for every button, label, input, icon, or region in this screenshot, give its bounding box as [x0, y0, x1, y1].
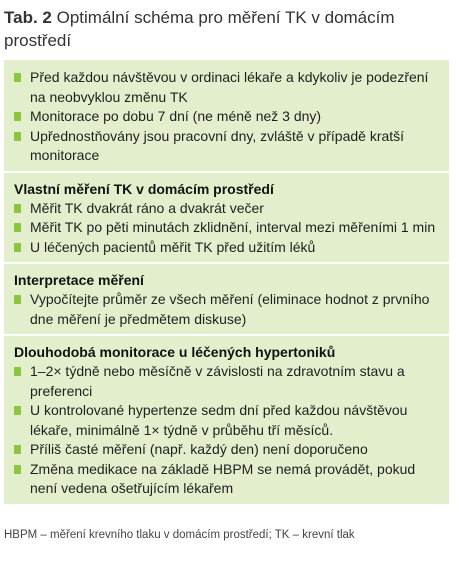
bullet-icon [14, 112, 21, 121]
list-item: Před každou návštěvou v ordinaci lékaře a kdykoliv je podezření na neobvyklou změnu TK [14, 68, 441, 107]
bullet-icon [14, 295, 21, 304]
bullet-icon [14, 465, 21, 474]
section-long-term [4, 334, 449, 504]
list-item: Měřit TK po pěti minutách zklidnění, interval mezi měřeními 1 min [14, 218, 441, 238]
bullet-icon [14, 243, 21, 252]
table-title [4, 6, 452, 52]
table-title-text: Optimální schéma pro měření TK v domácím prostředí [4, 8, 395, 50]
bullet-icon [14, 445, 21, 454]
section-heading: Dlouhodobá monitorace u léčených hypertoniků [14, 344, 336, 360]
table-body [4, 60, 449, 504]
item-list [14, 362, 441, 499]
bullet-icon [14, 204, 21, 213]
section-interpretation [4, 262, 449, 334]
bullet-icon [14, 132, 21, 141]
list-item: U léčených pacientů měřit TK před užitím léků [14, 238, 441, 258]
section-heading: Interpretace měření [14, 272, 144, 288]
list-item: Měřit TK dvakrát ráno a dvakrát večer [14, 199, 441, 219]
list-item: Upřednostňovány jsou pracovní dny, zvláště v případě kratší monitorace [14, 127, 441, 166]
list-item: Vypočítejte průměr ze všech měření (eliminace hodnot z prvního dne měření je předmětem diskuse) [14, 290, 441, 329]
section-heading: Vlastní měření TK v domácím prostředí [14, 180, 274, 197]
bullet-icon [14, 367, 21, 376]
list-item: Monitorace po dobu 7 dní (ne méně než 3 dny) [14, 107, 441, 127]
item-list [14, 290, 441, 329]
section-general [4, 60, 449, 171]
list-item: 1–2× týdně nebo měsíčně v závislosti na zdravotním stavu a preferenci [14, 362, 441, 401]
item-list [14, 199, 441, 258]
list-item: Příliš časté měření (např. každý den) není doporučeno [14, 440, 441, 460]
section-home-measurement [4, 171, 449, 263]
bullet-icon [14, 223, 21, 232]
bullet-icon [14, 406, 21, 415]
list-item: U kontrolované hypertenze sedm dní před každou návštěvou lékaře, minimálně 1× týdně v průběhu tří měsíců. [14, 401, 441, 440]
bullet-icon [14, 73, 21, 82]
list-item: Změna medikace na základě HBPM se nemá provádět, pokud není vedena ošetřujícím lékařem [14, 460, 441, 499]
table-footnote: HBPM – měření krevního tlaku v domácím prostředí; TK – krevní tlak [4, 529, 355, 541]
table-label: Tab. 2 [4, 8, 52, 27]
item-list [14, 68, 441, 166]
